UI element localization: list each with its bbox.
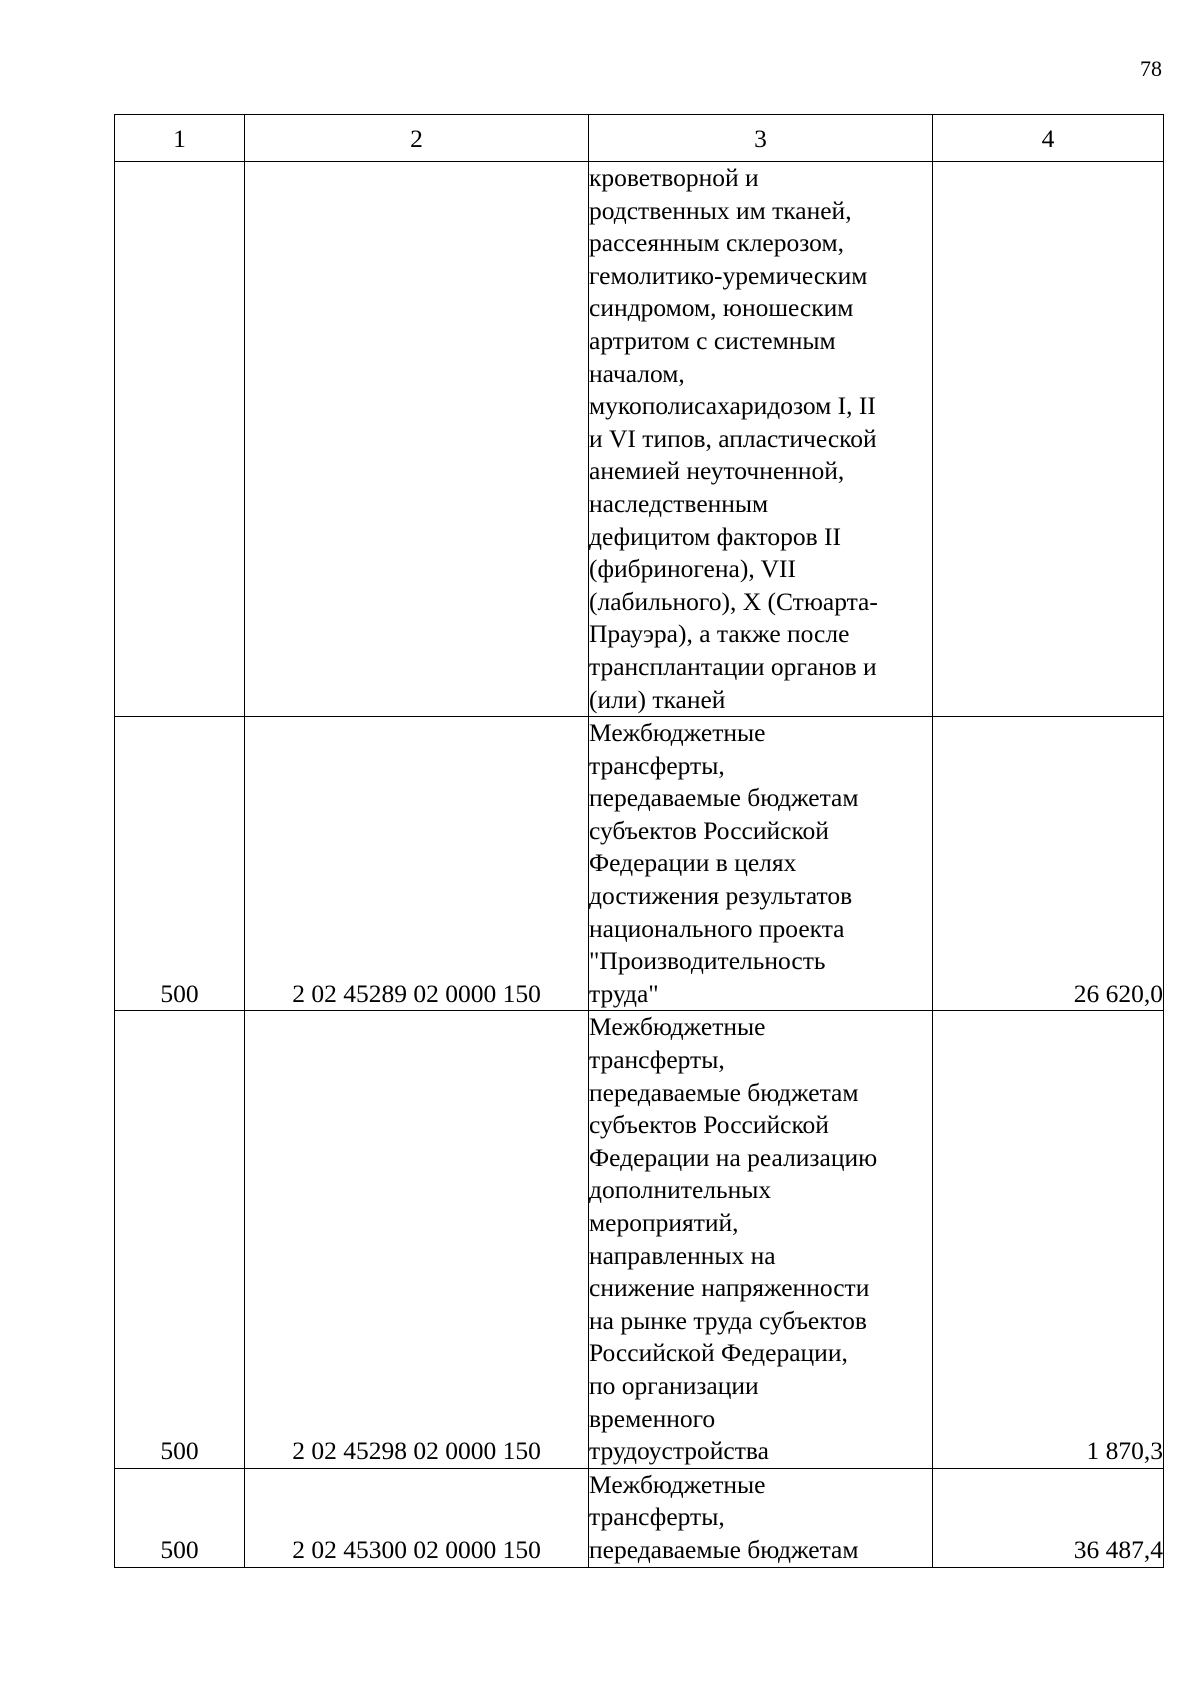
description-cell: кроветворной и родственных им тканей, рассеянным склерозом, гемолитико-уремическим синдромом, юношеским артритом с системным началом, мукополисахаридозом I, II и VI типов, апластической анемией неуточненной, наследственным дефицитом факторов II (фибриногена), VII (лабильного), X (Стюарта- Прауэра), а также после трансплантации органов и (или) тканей	[589, 162, 933, 717]
row-code-cell: 500	[115, 717, 245, 1011]
budget-classification-code-cell: 2 02 45289 02 0000 150	[245, 717, 589, 1011]
table-header-row	[115, 115, 1164, 162]
amount-cell: 1 870,3	[933, 1011, 1164, 1468]
amount-cell	[933, 162, 1164, 717]
row-code-cell	[115, 162, 245, 717]
column-header: 3	[589, 115, 933, 162]
table-row	[115, 162, 1164, 717]
description-cell: Межбюджетные трансферты, передаваемые бюджетам субъектов Российской Федерации в целях достижения результатов национального проекта "Производительность труда"	[589, 717, 933, 1011]
table-row	[115, 717, 1164, 1011]
row-code-cell: 500	[115, 1011, 245, 1468]
column-header: 4	[933, 115, 1164, 162]
column-header: 1	[115, 115, 245, 162]
budget-classification-code-cell	[245, 162, 589, 717]
budget-classification-code-cell: 2 02 45298 02 0000 150	[245, 1011, 589, 1468]
table-row	[115, 1468, 1164, 1567]
amount-cell: 36 487,4	[933, 1468, 1164, 1567]
description-cell: Межбюджетные трансферты, передаваемые бюджетам	[589, 1468, 933, 1567]
column-header: 2	[245, 115, 589, 162]
budget-classification-code-cell: 2 02 45300 02 0000 150	[245, 1468, 589, 1567]
amount-cell: 26 620,0	[933, 717, 1164, 1011]
page-number: 78	[1140, 56, 1162, 81]
description-cell: Межбюджетные трансферты, передаваемые бюджетам субъектов Российской Федерации на реализацию дополнительных мероприятий, направленных на снижение напряженности на рынке труда субъектов Российской Федерации, по организации временного трудоустройства	[589, 1011, 933, 1468]
table-row	[115, 1011, 1164, 1468]
budget-table	[114, 114, 1164, 1568]
row-code-cell: 500	[115, 1468, 245, 1567]
